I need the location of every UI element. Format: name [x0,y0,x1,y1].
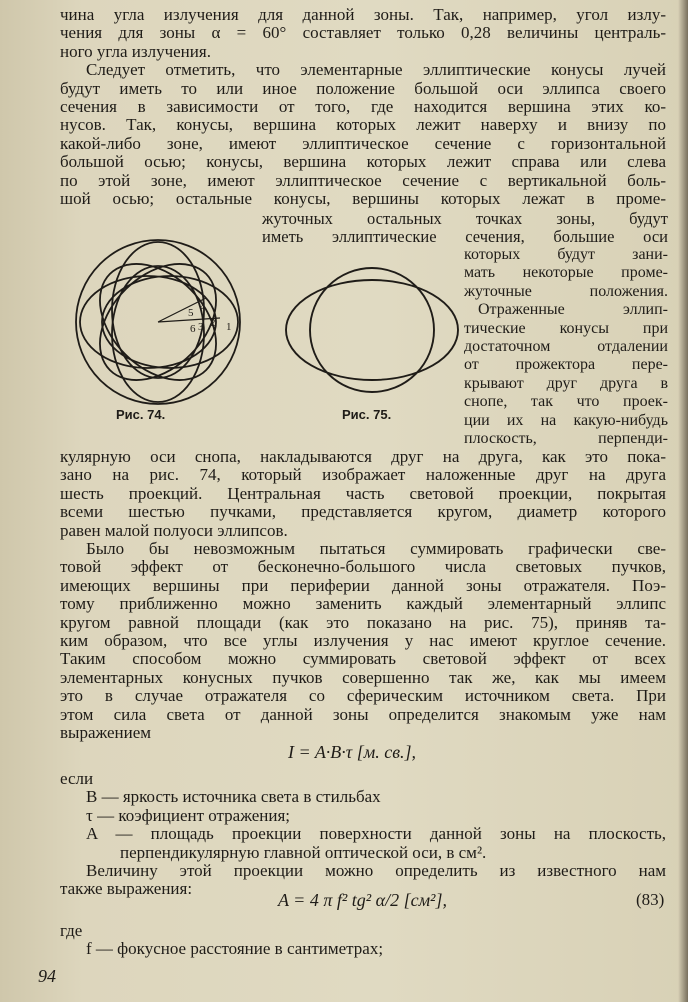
figure-label: 3 [198,321,204,333]
text-line: элементарных конусных пучков совершенно так же, как мы имеем [60,667,666,687]
text-line: большой осью; конусы, вершина которых лежит справа или слева [60,152,666,172]
text-line: кругом равной площади (как это показано на рис. 75), приняв та- [60,612,666,632]
figure-75-ellipse-and-circle [282,260,462,400]
figure-label: 6 [190,323,196,335]
text-line: достаточном отдалении [464,338,668,356]
text-line: это в случае отражателя со сферическим источником света. При [60,686,666,706]
top-paragraphs [60,6,666,208]
page-number: 94 [38,966,56,986]
text-line: крывают друг друга в [464,374,668,392]
figure-label: 4 [200,301,206,313]
formula-intensity: I = A·B·τ [м. св.], [288,742,417,762]
narrow-column [464,246,668,448]
text-line: жуточные положения. [464,282,668,300]
text-line: чения для зоны α = 60° составляет только 0,28 величины централь- [60,23,666,43]
text-line: по этой зоне, имеют эллиптическое сечение с вертикальной боль- [60,170,666,190]
text-line: тические конусы при [464,319,668,337]
text-line: Таким способом можно суммировать световой эффект от всех [60,649,666,669]
definitions-block [60,770,666,899]
text-line: нусов. Так, конусы, вершина которых лежит наверху и внизу по [60,115,666,135]
text-line: сечения в зависимости от того, где находится вершина этих ко- [60,97,666,117]
figure-74-caption: Рис. 74. [116,407,166,422]
text-line: тому приближенно можно заменить каждый элементарный эллипс [60,594,666,614]
text-line: имеющих вершины при периферии данной зоны отражателя. Поэ- [60,575,666,595]
text-line: Следует отметить, что элементарные эллиптические конусы лучей [86,60,666,80]
text-line: кулярную оси снопа, накладываются друг на друга, как это пока- [60,447,666,466]
figure-74-overlapping-ellipses [58,238,260,408]
figure-label: 1 [226,321,232,333]
text-line: снопе, так что проек- [464,393,668,411]
text-line: ции их на какую-нибудь [464,411,668,429]
page-edge-shadow [678,0,688,1002]
text-line: ного угла излучения. [60,41,211,61]
text-line: также выражения: [60,879,193,899]
body-paragraphs [60,448,666,743]
equation-number: (83) [636,890,665,909]
text-line: этом сила света от данной зоны определится знакомым уже нам [60,704,666,724]
text-line: иметь эллиптические сечения, большие оси [262,227,668,247]
closing-block [60,922,666,959]
mid-lines [262,210,668,247]
figure-75-caption: Рис. 75. [342,407,392,422]
text-line: Было бы невозможным пытаться суммировать графически све- [86,539,666,559]
definition-line: B — яркость источника света в стильбах [86,787,381,807]
text-line: всеми шестью пучками, представляется кругом, диаметр которого [60,502,666,522]
text-line: товой эффект от бесконечно-большого числа световых пучков, [60,557,666,577]
definition-line: перпендикулярную главной оптической оси, в см². [120,842,487,862]
text-line: зано на рис. 74, который изображает наложенные друг на друга [60,465,666,485]
text-line: плоскость, перпенди- [464,430,668,448]
definition-line: f — фокусное расстояние в сантиметрах; [86,939,384,959]
definition-line: τ — коэфициент отражения; [86,805,291,825]
text-line: от прожектора пере- [464,356,668,374]
text-line: будут иметь то или иное положение большой оси эллипса своего [60,78,666,98]
text-line: равен малой полуоси эллипсов. [60,520,288,540]
text-line: где [60,921,83,940]
formula-projection-area: A = 4 π f² tg² α/2 [см²], [278,890,447,910]
text-line: шой осью; остальные конусы, вершины которых лежат в проме- [60,189,666,209]
text-line: которых будут зани- [464,246,668,263]
text-line: ким образом, что все углы излучения у нас имеют круглое сечение. [60,631,666,651]
text-line: если [60,769,94,788]
text-line: выражением [60,723,152,743]
text-line: мать некоторые проме- [464,264,668,282]
definition-line: A — площадь проекции поверхности данной зоны на плоскость, [86,824,666,844]
figure-label: 5 [188,307,194,319]
text-line: жуточных остальных точках зоны, будут [262,209,668,228]
text-line: шесть проекций. Центральная часть световой проекции, покрытая [60,483,666,503]
figure-label: 2 [210,317,216,329]
text-line: Величину этой проекции можно определить из известного нам [86,861,666,881]
text-line: какой-либо зоне, имеют эллиптическое сечение с горизонтальной [60,133,666,153]
text-line: чина угла излучения для данной зоны. Так, например, угол излу- [60,5,666,24]
text-line: Отраженные эллип- [478,301,668,319]
